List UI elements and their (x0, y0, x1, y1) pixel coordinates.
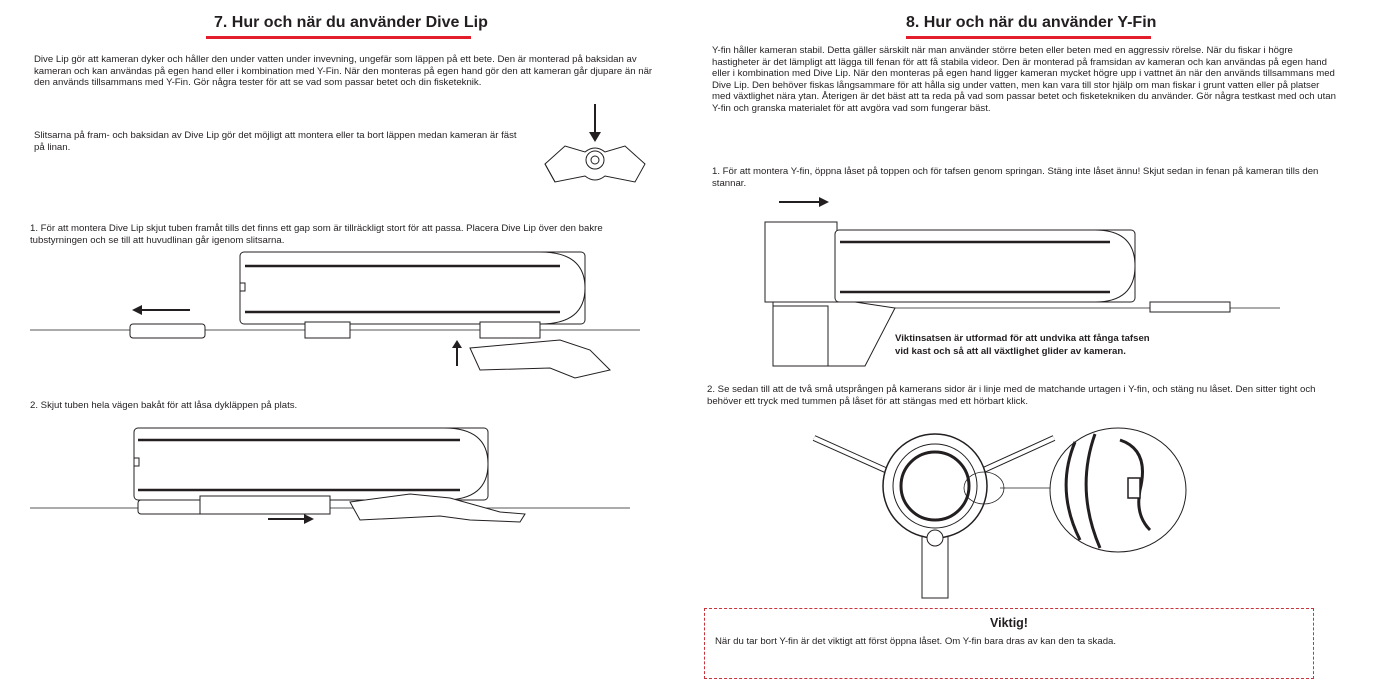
dive-lip-intro: Dive Lip gör att kameran dyker och håller den under vatten under invevning, ungefär som läppen på ett bete. Den är monterad på baksidan av kameran och kan användas på egen hand eller i kombination med Y-Fin. När den monteras på egen hand gör den att kameran går djupare än när den används tillsammans med Y-Fin. Gör några tester för att se vad som passar betet och din fisketeknik. (34, 54, 653, 89)
dive-lip-step-2: 2. Skjut tuben hela vägen bakåt för att låsa dykläppen på plats. (30, 400, 298, 411)
note-text: När du tar bort Y-fin är det viktigt att först öppna låset. Om Y-fin bara dras av kan den ta skada. (715, 636, 1117, 647)
heading-underline (206, 36, 471, 39)
heading-underline (906, 36, 1151, 39)
dive-lip-illustration (535, 104, 655, 192)
y-fin-lock-detail (1000, 420, 1190, 570)
y-fin-intro: Y-fin håller kameran stabil. Detta gäller särskilt när man använder större beten eller beten med en aggressiv rörelse. När du fiskar i högre hastigheter är det lämpligt att lägga till fenan för att få stabila videor. Den är monterad på framsidan av kameran och kan användas på egen hand eller i kombination med Dive Lip. När den monteras på egen hand ligger kameran mycket högre upp i vattnet än när den används tillsammans med Dive Lip. Den behöver fiskas långsammare för att hålla sig under vatten, men kan vara till stor hjälp om man fiskar i grunt vatten eller på platser med växtlighet nära ytan. Återigen är det bäst att ta reda på vad som passar betet och fisketekniken du använder. Gör några testkast med och utan Y-fin och granska materialet för att avgöra vad som fungerar bäst. (712, 45, 1336, 114)
caption-line-1: Viktinsatsen är utformad för att undvika att fånga tafsen (895, 333, 1150, 344)
caption-line-2: vid kast och så att all växtlighet glider av kameran. (895, 346, 1126, 357)
dive-lip-slits-text: Slitsarna på fram- och baksidan av Dive Lip gör det möjligt att montera eller ta bort läppen medan kameran är fäst på linan. (34, 130, 517, 153)
dive-lip-step-1: 1. För att montera Dive Lip skjut tuben framåt tills det finns ett gap som är tillräckligt stort för att passa. Placera Dive Lip över den bakre tubstyrningen och se till att huvudlinan går igenom slitsarna. (30, 223, 603, 246)
section-7-heading: 7. Hur och när du använder Dive Lip (214, 14, 488, 31)
note-title: Viktig! (990, 616, 1028, 630)
camera-with-dive-lip-step2 (30, 424, 645, 536)
y-fin-step-1: 1. För att montera Y-fin, öppna låset på toppen och för tafsen genom springan. Stäng inte låset ännu! Skjut sedan in fenan på kameran tills den stannar. (712, 166, 1319, 189)
camera-with-dive-lip-step1 (30, 248, 645, 383)
section-8-heading: 8. Hur och när du använder Y-Fin (906, 14, 1157, 31)
important-note-box (704, 608, 1314, 679)
y-fin-step-2: 2. Se sedan till att de två små utsprången på kamerans sidor är i linje med de matchande urtagen i Y-fin, och stäng nu låset. Den sitter tight och behöver ett tryck med tummen på låset för att stängas med ett hörbart klick. (707, 384, 1316, 407)
